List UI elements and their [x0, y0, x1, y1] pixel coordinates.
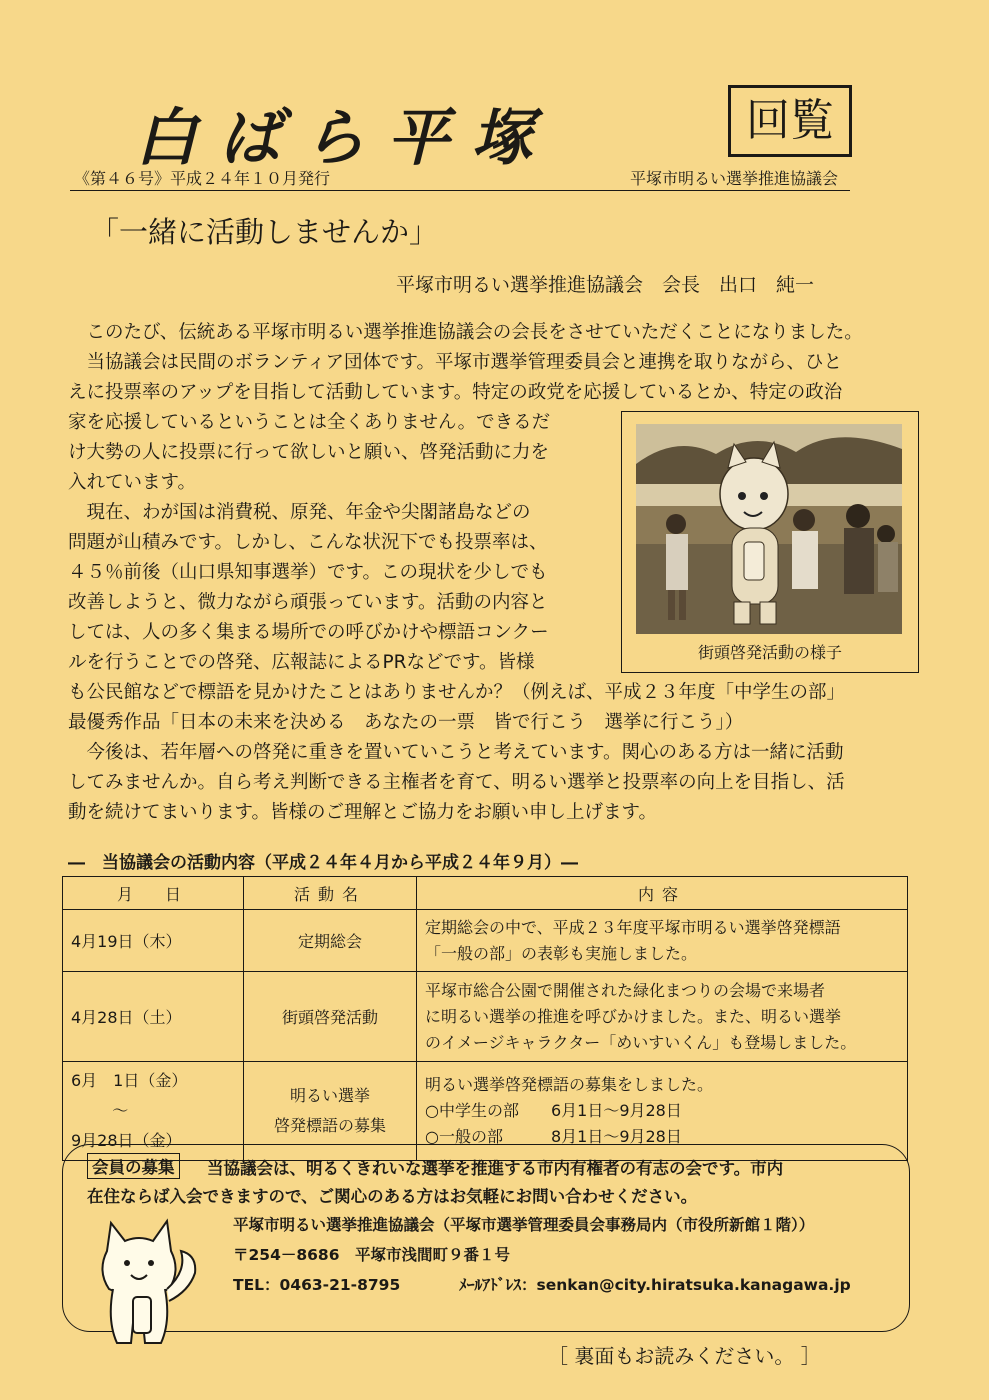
- name-line: 明るい選挙: [289, 1086, 370, 1105]
- body-line: 現在、わが国は消費税、原発、年金や尖閣諸島などの: [68, 502, 531, 523]
- article-headline: 「一緒に活動しませんか」: [90, 215, 439, 249]
- row-name: 定期総会: [244, 910, 417, 972]
- row-date: 4月28日（土）: [63, 972, 244, 1062]
- recruit-tag: 会員の募集: [87, 1153, 180, 1179]
- body-line: しては、人の多く集まる場所での呼びかけや標語コンクー: [68, 622, 549, 643]
- newsletter-title: 白ばら平塚: [135, 101, 556, 174]
- header-name: 活動名: [244, 877, 417, 910]
- content-line: 明るい選挙啓発標語の募集をしました。: [425, 1075, 714, 1094]
- table-row: [63, 910, 908, 972]
- body-line: 当協議会は民間のボランティア団体です。平塚市選挙管理委員会と連携を取りながら、ひと: [68, 352, 843, 373]
- content-line: 平塚市総合公園で開催された緑化まつりの会場で来場者: [425, 980, 826, 1000]
- header-content: 内容: [417, 877, 908, 910]
- body-line: 家を応援しているということは全くありません。できるだ: [68, 412, 551, 433]
- body-line: 入れています。: [68, 472, 197, 493]
- content-line: 定期総会の中で、平成２３年度平塚市明るい選挙啓発標語: [425, 917, 841, 937]
- photo-frame: [621, 411, 919, 673]
- row-date: 4月19日（木）: [63, 910, 244, 972]
- body-line: 最優秀作品「日本の未来を決める あなたの一票 皆で行こう 選挙に行こう」）: [68, 712, 744, 733]
- body-line: ４５％前後（山口県知事選挙）です。この現状を少しでも: [68, 562, 548, 583]
- issue-row: [70, 166, 850, 191]
- recruit-text-line1: 当協議会は、明るくきれいな選挙を推進する市内有権者の有志の会です。市内: [207, 1159, 784, 1178]
- activities-title: ― 当協議会の活動内容（平成２４年４月から平成２４年９月）―: [68, 853, 578, 873]
- publisher-name: 平塚市明るい選挙推進協議会: [629, 169, 838, 188]
- body-line: 今後は、若年層への啓発に重きを置いていこうと考えています。関心のある方は一緒に活動: [68, 742, 844, 763]
- contact-tel: TEL：0463-21-8795: [233, 1276, 401, 1294]
- back-page-note: ［ 裏面もお読みください。 ］: [548, 1344, 821, 1368]
- body-line: してみませんか。自ら考え判断できる主権者を育て、明るい選挙と投票率の向上を目指し、活: [68, 772, 845, 793]
- date-line: 6月 1日（金）: [71, 1071, 188, 1090]
- street-campaign-photo: [636, 424, 902, 634]
- name-line: 啓発標語の募集: [273, 1116, 386, 1135]
- content-line: に明るい選挙の推進を呼びかけました。また、明るい選挙: [425, 1006, 842, 1026]
- header-date: 月 日: [63, 877, 244, 910]
- content-line: ○一般の部 8月1日〜9月28日: [425, 1127, 682, 1146]
- date-line: 9月28日（金）: [71, 1131, 182, 1150]
- body-line: 問題が山積みです。しかし、こんな状況下でも投票率は、: [68, 532, 548, 553]
- photo-caption: 街頭啓発活動の様子: [697, 643, 842, 662]
- article-body-top: [68, 318, 918, 408]
- activities-table: [62, 876, 908, 1161]
- body-line: け大勢の人に投票に行って欲しいと願い、啓発活動に力を: [68, 442, 550, 463]
- table-row: [63, 972, 908, 1062]
- article-author: 平塚市明るい選挙推進協議会 会長 出口 純一: [396, 274, 815, 296]
- contact-address: 〒254－8686 平塚市浅間町９番１号: [233, 1246, 510, 1264]
- body-line: ルを行うことでの啓発、広報誌によるPRなどです。皆様: [68, 652, 535, 673]
- row-content: [417, 972, 908, 1062]
- contact-email: ﾒｰﾙｱﾄﾞﾚｽ：senkan@city.hiratsuka.kanagawa.jp: [459, 1276, 851, 1294]
- article-body-middle: [68, 408, 608, 678]
- contact-org: 平塚市明るい選挙推進協議会（平塚市選挙管理委員会事務局内（市役所新館１階））: [233, 1216, 815, 1234]
- body-line: えに投票率のアップを目指して活動しています。特定の政党を応援しているとか、特定の政治: [68, 382, 843, 403]
- kairan-badge: 回覧: [728, 85, 852, 157]
- issue-number: 《第４６号》平成２４年１０月発行: [74, 169, 331, 188]
- body-line: このたび、伝統ある平塚市明るい選挙推進協議会の会長をさせていただくことになりました。: [68, 322, 863, 343]
- date-line: 〜: [112, 1101, 129, 1120]
- body-line: も公民館などで標語を見かけたことはありませんか？（例えば、平成２３年度「中学生の部」: [68, 682, 846, 703]
- content-line: ○中学生の部 6月1日〜9月28日: [425, 1101, 682, 1120]
- article-body-bottom: [68, 678, 918, 828]
- content-line: のイメージキャラクター「めいすいくん」も登場しました。: [425, 1032, 857, 1052]
- body-line: 改善しようと、微力ながら頑張っています。活動の内容と: [68, 592, 548, 613]
- row-name: 街頭啓発活動: [244, 972, 417, 1062]
- recruit-text-line2: 在住ならば入会できますので、ご関心のある方はお気軽にお問い合わせください。: [87, 1187, 698, 1206]
- mascot-illustration: [77, 1211, 207, 1359]
- body-line: 動を続けてまいります。皆様のご理解とご協力をお願い申し上げます。: [68, 802, 658, 823]
- content-line: 「一般の部」の表彰も実施しました。: [425, 943, 698, 963]
- row-content: [417, 910, 908, 972]
- recruit-box: [62, 1144, 910, 1332]
- table-header-row: [63, 877, 908, 910]
